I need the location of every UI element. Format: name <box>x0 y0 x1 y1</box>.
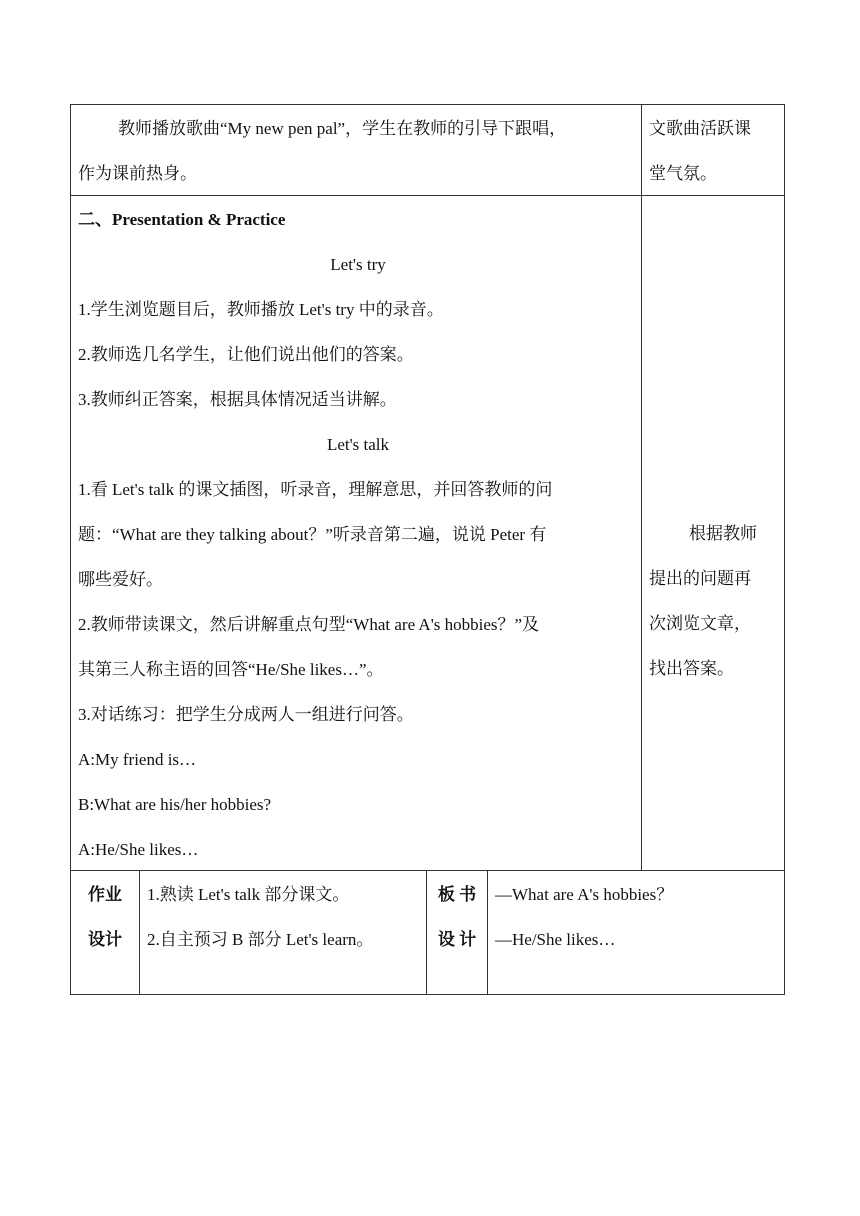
lets-talk-line: 其第三人称主语的回答“He/She likes…”。 <box>78 660 384 679</box>
homework-item: 2.自主预习 B 部分 Let's learn。 <box>147 930 374 949</box>
purpose-line: 找出答案。 <box>649 659 734 678</box>
warmup-purpose-cell <box>649 106 781 196</box>
lets-try-item: 2.教师选几名学生，让他们说出他们的答案。 <box>78 345 414 364</box>
homework-label <box>71 872 139 962</box>
lets-talk-title: Let's talk <box>326 435 390 454</box>
board-label-line: 板 书 <box>437 885 477 904</box>
lets-try-item: 3.教师纠正答案，根据具体情况适当讲解。 <box>78 390 397 409</box>
homework-item: 1.熟读 Let's talk 部分课文。 <box>147 885 350 904</box>
board-design-label <box>427 872 487 962</box>
board-design-cell <box>495 872 781 962</box>
dialogue-line: B:What are his/her hobbies? <box>78 795 272 814</box>
homework-cell <box>147 872 423 962</box>
purpose-line: 根据教师 <box>689 524 757 543</box>
homework-label-line: 作业 <box>88 885 122 904</box>
section-heading: 二、Presentation & Practice <box>78 210 286 229</box>
lets-try-title: Let's try <box>330 255 386 274</box>
lets-try-item: 1.学生浏览题目后，教师播放 Let's try 中的录音。 <box>78 300 444 319</box>
lets-talk-line: 2.教师带读课文，然后讲解重点句型“What are A's hobbies？”及 <box>78 615 540 634</box>
lets-talk-line: 3.对话练习：把学生分成两人一组进行问答。 <box>78 705 414 724</box>
board-item: —He/She likes… <box>495 930 616 949</box>
lets-talk-line: 1.看 Let's talk 的课文插图，听录音，理解意思，并回答教师的问 <box>78 480 553 499</box>
warmup-text: 教师播放歌曲“My new pen pal”，学生在教师的引导下跟唱， <box>118 119 567 138</box>
dialogue-line: A:My friend is… <box>78 750 197 769</box>
warmup-purpose-cont: 堂气氛。 <box>649 164 717 183</box>
purpose-line: 提出的问题再 <box>649 569 751 588</box>
purpose-line: 次浏览文章， <box>649 614 751 633</box>
board-label-line: 设 计 <box>437 930 477 949</box>
presentation-cell <box>78 197 638 872</box>
warmup-purpose: 文歌曲活跃课 <box>649 119 751 138</box>
warmup-text-cont: 作为课前热身。 <box>78 164 197 183</box>
warmup-cell <box>78 106 638 196</box>
board-item: —What are A's hobbies？ <box>495 885 674 904</box>
column-divider <box>487 870 488 995</box>
homework-label-line: 设计 <box>88 930 122 949</box>
lets-talk-line: 哪些爱好。 <box>78 570 163 589</box>
lets-talk-line: 题：“What are they talking about？”听录音第二遍，说说 Peter 有 <box>78 525 547 544</box>
dialogue-line: A:He/She likes… <box>78 840 199 859</box>
column-divider <box>641 104 642 870</box>
presentation-purpose-cell <box>649 511 781 691</box>
column-divider <box>139 870 140 995</box>
